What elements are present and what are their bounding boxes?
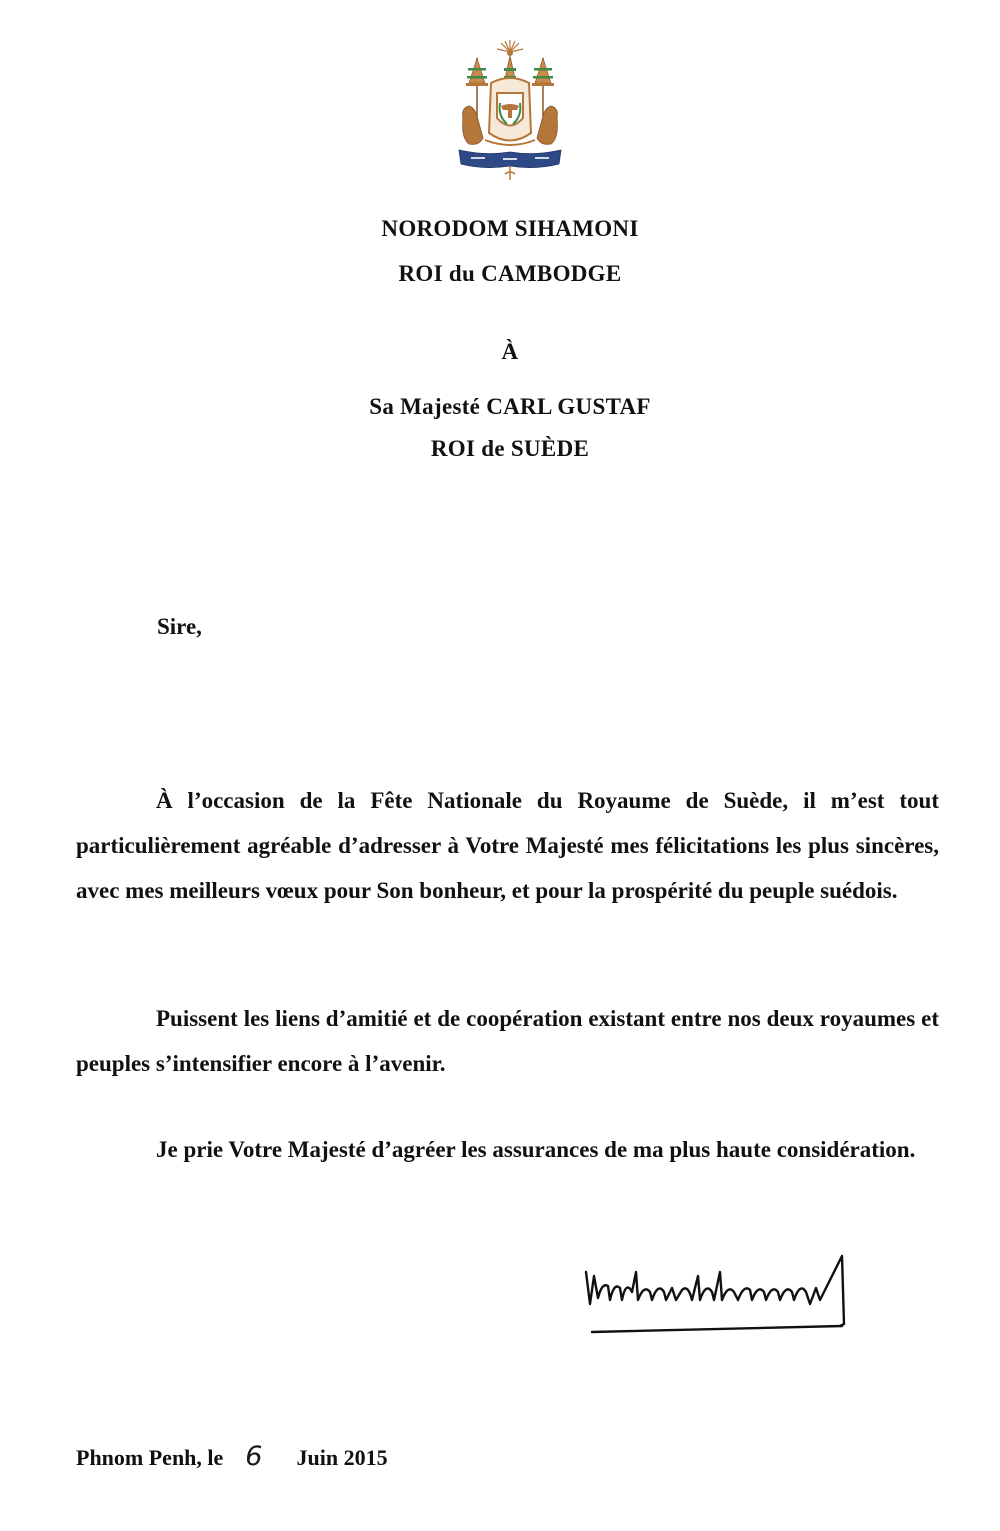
paragraph-text: Puissent les liens d’amitié et de coopération existant entre nos deux royaumes et peuples s’intensifier encore à l’avenir. bbox=[76, 1006, 939, 1076]
recipient-name: Sa Majesté CARL GUSTAF bbox=[369, 394, 651, 419]
sender-name: NORODOM SIHAMONI bbox=[381, 216, 639, 241]
handwritten-day: 6 bbox=[245, 1441, 263, 1472]
body-paragraph-2 bbox=[76, 996, 939, 1086]
place-and-date bbox=[76, 1441, 388, 1472]
paragraph-text: À l’occasion de la Fête Nationale du Royaume de Suède, il m’est tout particulièrement agréable d’adresser à Votre Majesté mes félicitations les plus sincères, avec mes meilleurs vœux pour Son bonheur, et pour la prospérité du peuple suédois. bbox=[76, 788, 939, 903]
salutation: Sire, bbox=[157, 614, 202, 639]
month-year: Juin 2015 bbox=[296, 1445, 388, 1470]
place-label: Phnom Penh, le bbox=[76, 1445, 224, 1470]
sender-title: ROI du CAMBODGE bbox=[398, 261, 622, 286]
body-paragraph-1 bbox=[76, 778, 939, 913]
recipient-title: ROI de SUÈDE bbox=[430, 436, 590, 461]
handwritten-signature bbox=[580, 1252, 855, 1342]
paragraph-text: Je prie Votre Majesté d’agréer les assurances de ma plus haute considération. bbox=[156, 1137, 916, 1162]
preposition: À bbox=[501, 339, 519, 364]
royal-emblem-icon bbox=[455, 38, 565, 183]
body-paragraph-3 bbox=[76, 1127, 939, 1172]
